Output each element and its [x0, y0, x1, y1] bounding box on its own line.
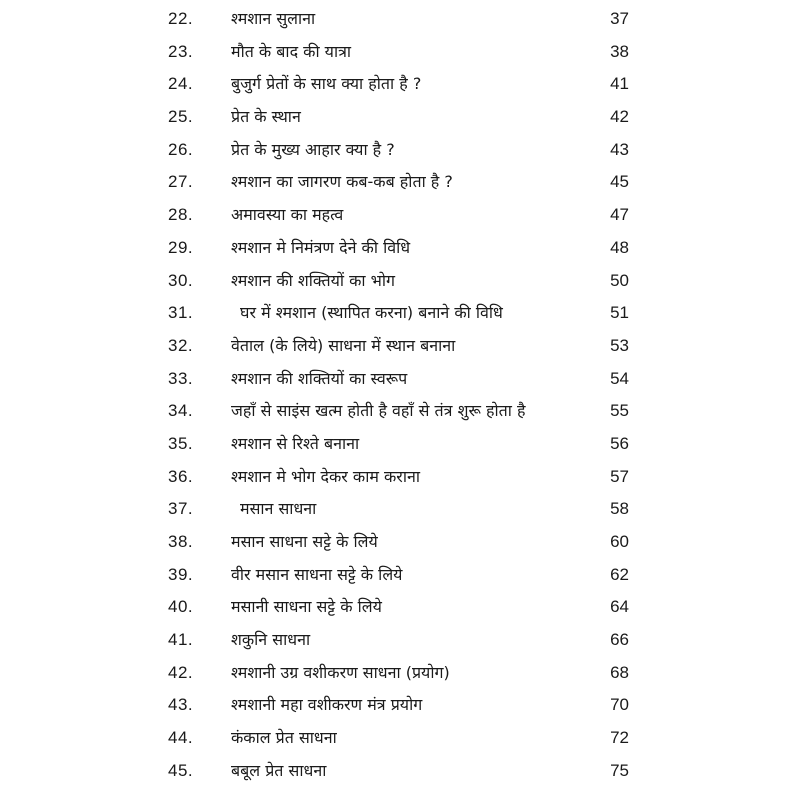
entry-title: प्रेत के स्थान	[231, 107, 301, 127]
toc-entry	[0, 561, 799, 594]
entry-number: 35.	[168, 433, 194, 453]
entry-title: अमावस्या का महत्व	[231, 205, 344, 225]
entry-number: 31.	[168, 303, 194, 323]
entry-title: जहाँ से साइंस खत्म होती है वहाँ से तंत्र शुरू होता है	[231, 401, 526, 421]
entry-title: मसान साधना सट्टे के लिये	[231, 532, 378, 551]
entry-page: 48	[610, 237, 629, 257]
entry-number: 23.	[168, 41, 194, 61]
toc-entry	[0, 299, 799, 332]
toc-entry	[0, 332, 799, 365]
entry-page: 50	[610, 270, 629, 290]
entry-number: 41.	[168, 630, 194, 650]
entry-title: श्मशानी महा वशीकरण मंत्र प्रयोग	[231, 695, 423, 715]
toc-entry	[0, 5, 799, 38]
entry-number: 27.	[168, 172, 194, 192]
entry-title: श्मशान मे निमंत्रण देने की विधि	[231, 237, 411, 257]
table-of-contents	[0, 5, 799, 790]
entry-page: 42	[610, 107, 629, 127]
entry-number: 44.	[168, 728, 194, 748]
entry-title: घर में श्मशान (स्थापित करना) बनाने की विधि	[240, 303, 503, 323]
entry-page: 72	[610, 728, 629, 748]
entry-number: 45.	[168, 760, 194, 780]
entry-number: 36.	[168, 466, 194, 486]
entry-number: 32.	[168, 335, 194, 355]
entry-title: बुजुर्ग प्रेतों के साथ क्या होता है ?	[231, 74, 422, 94]
entry-page: 38	[610, 41, 629, 61]
entry-page: 51	[610, 303, 629, 323]
toc-entry	[0, 267, 799, 300]
entry-title: मौत के बाद की यात्रा	[231, 41, 352, 61]
entry-number: 33.	[168, 368, 194, 388]
entry-number: 26.	[168, 139, 194, 159]
entry-number: 40.	[168, 597, 194, 617]
entry-page: 47	[610, 205, 629, 225]
entry-page: 60	[610, 532, 629, 551]
entry-title: श्मशान का जागरण कब-कब होता है ?	[231, 172, 453, 192]
toc-entry	[0, 38, 799, 71]
entry-title: बबूल प्रेत साधना	[231, 760, 327, 780]
entry-number: 37.	[168, 499, 194, 519]
entry-number: 30.	[168, 270, 194, 290]
entry-number: 29.	[168, 237, 194, 257]
entry-page: 45	[610, 172, 629, 192]
entry-title: वेताल (के लिये) साधना में स्थान बनाना	[231, 335, 456, 355]
entry-title: वीर मसान साधना सट्टे के लिये	[231, 564, 403, 584]
entry-page: 57	[610, 466, 629, 486]
entry-number: 42.	[168, 662, 194, 682]
entry-number: 24.	[168, 74, 194, 94]
entry-page: 56	[610, 433, 629, 453]
entry-number: 34.	[168, 401, 194, 421]
toc-entry	[0, 168, 799, 201]
entry-title: मसानी साधना सट्टे के लिये	[231, 597, 382, 617]
toc-entry	[0, 365, 799, 398]
entry-page: 70	[610, 695, 629, 715]
toc-entry	[0, 136, 799, 169]
entry-title: श्मशानी उग्र वशीकरण साधना (प्रयोग)	[231, 662, 450, 682]
entry-title: श्मशान सुलाना	[231, 9, 316, 28]
entry-page: 55	[610, 401, 629, 421]
entry-number: 38.	[168, 532, 194, 551]
toc-entry	[0, 757, 799, 790]
entry-number: 22.	[168, 9, 194, 28]
entry-number: 39.	[168, 564, 194, 584]
entry-number: 43.	[168, 695, 194, 715]
entry-title: मसान साधना	[240, 499, 317, 519]
toc-entry	[0, 463, 799, 496]
entry-title: श्मशान से रिश्ते बनाना	[231, 433, 360, 453]
entry-title: शकुनि साधना	[231, 630, 311, 650]
entry-page: 75	[610, 760, 629, 780]
entry-page: 53	[610, 335, 629, 355]
entry-number: 28.	[168, 205, 194, 225]
toc-entry	[0, 430, 799, 463]
entry-page: 58	[610, 499, 629, 519]
entry-title: प्रेत के मुख्य आहार क्या है ?	[231, 139, 395, 159]
toc-entry	[0, 626, 799, 659]
entry-page: 62	[610, 564, 629, 584]
entry-page: 66	[610, 630, 629, 650]
toc-entry	[0, 528, 799, 561]
entry-title: श्मशान की शक्तियों का स्वरूप	[231, 368, 408, 388]
entry-number: 25.	[168, 107, 194, 127]
toc-entry	[0, 201, 799, 234]
entry-page: 64	[610, 597, 629, 617]
entry-page: 54	[610, 368, 629, 388]
toc-entry	[0, 103, 799, 136]
toc-entry	[0, 659, 799, 692]
entry-page: 68	[610, 662, 629, 682]
toc-entry	[0, 593, 799, 626]
toc-entry	[0, 397, 799, 430]
entry-title: कंकाल प्रेत साधना	[231, 728, 337, 748]
entry-page: 43	[610, 139, 629, 159]
toc-entry	[0, 234, 799, 267]
toc-entry	[0, 691, 799, 724]
toc-entry	[0, 70, 799, 103]
toc-entry	[0, 495, 799, 528]
entry-page: 37	[610, 9, 629, 28]
entry-title: श्मशान मे भोग देकर काम कराना	[231, 466, 420, 486]
entry-page: 41	[610, 74, 629, 94]
toc-entry	[0, 724, 799, 757]
entry-title: श्मशान की शक्तियों का भोग	[231, 270, 396, 290]
